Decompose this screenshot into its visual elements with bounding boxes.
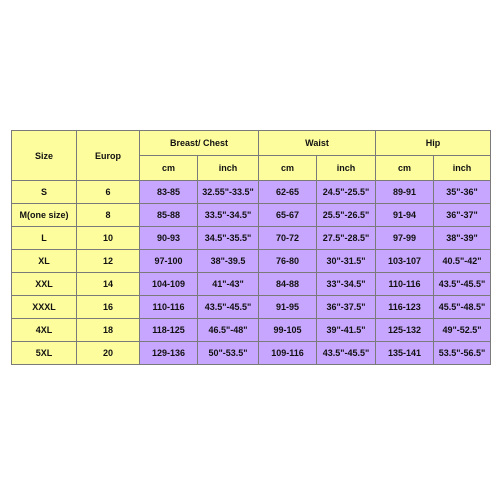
breast-cm-cell: 83-85 bbox=[140, 181, 198, 204]
waist-cm-cell: 84-88 bbox=[259, 273, 317, 296]
hip-inch-cell: 49"-52.5" bbox=[434, 319, 491, 342]
table-row bbox=[12, 319, 491, 342]
table-row bbox=[12, 181, 491, 204]
breast-cm-cell: 104-109 bbox=[140, 273, 198, 296]
hip-inch-cell: 45.5"-48.5" bbox=[434, 296, 491, 319]
header-breast-cm: cm bbox=[140, 156, 198, 181]
table-row bbox=[12, 204, 491, 227]
breast-inch-cell: 32.55"-33.5" bbox=[198, 181, 259, 204]
europ-cell: 10 bbox=[77, 227, 140, 250]
size-chart-table bbox=[11, 130, 491, 365]
header-hip-cm: cm bbox=[376, 156, 434, 181]
hip-cm-cell: 135-141 bbox=[376, 342, 434, 365]
europ-cell: 20 bbox=[77, 342, 140, 365]
europ-cell: 18 bbox=[77, 319, 140, 342]
size-cell: 5XL bbox=[12, 342, 77, 365]
waist-inch-cell: 24.5"-25.5" bbox=[317, 181, 376, 204]
breast-inch-cell: 46.5"-48" bbox=[198, 319, 259, 342]
breast-cm-cell: 129-136 bbox=[140, 342, 198, 365]
breast-cm-cell: 118-125 bbox=[140, 319, 198, 342]
breast-inch-cell: 43.5"-45.5" bbox=[198, 296, 259, 319]
header-breast-inch: inch bbox=[198, 156, 259, 181]
header-hip: Hip bbox=[376, 131, 491, 156]
size-cell: S bbox=[12, 181, 77, 204]
header-row-main bbox=[12, 131, 491, 156]
header-hip-inch: inch bbox=[434, 156, 491, 181]
breast-inch-cell: 38"-39.5 bbox=[198, 250, 259, 273]
hip-inch-cell: 36"-37" bbox=[434, 204, 491, 227]
hip-inch-cell: 38"-39" bbox=[434, 227, 491, 250]
europ-cell: 12 bbox=[77, 250, 140, 273]
size-cell: M(one size) bbox=[12, 204, 77, 227]
header-breast-chest: Breast/ Chest bbox=[140, 131, 259, 156]
waist-inch-cell: 27.5"-28.5" bbox=[317, 227, 376, 250]
breast-inch-cell: 41"-43" bbox=[198, 273, 259, 296]
waist-inch-cell: 30"-31.5" bbox=[317, 250, 376, 273]
waist-inch-cell: 43.5"-45.5" bbox=[317, 342, 376, 365]
breast-cm-cell: 85-88 bbox=[140, 204, 198, 227]
breast-inch-cell: 50"-53.5" bbox=[198, 342, 259, 365]
hip-inch-cell: 43.5"-45.5" bbox=[434, 273, 491, 296]
header-size: Size bbox=[12, 131, 77, 181]
waist-inch-cell: 25.5"-26.5" bbox=[317, 204, 376, 227]
waist-cm-cell: 91-95 bbox=[259, 296, 317, 319]
breast-inch-cell: 33.5"-34.5" bbox=[198, 204, 259, 227]
hip-inch-cell: 40.5"-42" bbox=[434, 250, 491, 273]
breast-cm-cell: 110-116 bbox=[140, 296, 198, 319]
size-cell: XXL bbox=[12, 273, 77, 296]
waist-inch-cell: 36"-37.5" bbox=[317, 296, 376, 319]
breast-cm-cell: 97-100 bbox=[140, 250, 198, 273]
waist-cm-cell: 109-116 bbox=[259, 342, 317, 365]
header-waist-cm: cm bbox=[259, 156, 317, 181]
header-waist: Waist bbox=[259, 131, 376, 156]
header-waist-inch: inch bbox=[317, 156, 376, 181]
size-cell: XXXL bbox=[12, 296, 77, 319]
table-row bbox=[12, 273, 491, 296]
size-cell: L bbox=[12, 227, 77, 250]
hip-inch-cell: 53.5"-56.5" bbox=[434, 342, 491, 365]
europ-cell: 14 bbox=[77, 273, 140, 296]
header-europ: Europ bbox=[77, 131, 140, 181]
table-row bbox=[12, 227, 491, 250]
europ-cell: 8 bbox=[77, 204, 140, 227]
hip-cm-cell: 91-94 bbox=[376, 204, 434, 227]
hip-cm-cell: 97-99 bbox=[376, 227, 434, 250]
waist-cm-cell: 65-67 bbox=[259, 204, 317, 227]
waist-cm-cell: 62-65 bbox=[259, 181, 317, 204]
europ-cell: 6 bbox=[77, 181, 140, 204]
size-cell: 4XL bbox=[12, 319, 77, 342]
hip-inch-cell: 35"-36" bbox=[434, 181, 491, 204]
waist-cm-cell: 76-80 bbox=[259, 250, 317, 273]
table-row bbox=[12, 250, 491, 273]
waist-inch-cell: 33"-34.5" bbox=[317, 273, 376, 296]
hip-cm-cell: 103-107 bbox=[376, 250, 434, 273]
waist-cm-cell: 99-105 bbox=[259, 319, 317, 342]
europ-cell: 16 bbox=[77, 296, 140, 319]
hip-cm-cell: 116-123 bbox=[376, 296, 434, 319]
table-row bbox=[12, 296, 491, 319]
waist-inch-cell: 39"-41.5" bbox=[317, 319, 376, 342]
waist-cm-cell: 70-72 bbox=[259, 227, 317, 250]
table-row bbox=[12, 342, 491, 365]
hip-cm-cell: 89-91 bbox=[376, 181, 434, 204]
hip-cm-cell: 110-116 bbox=[376, 273, 434, 296]
breast-inch-cell: 34.5"-35.5" bbox=[198, 227, 259, 250]
size-cell: XL bbox=[12, 250, 77, 273]
breast-cm-cell: 90-93 bbox=[140, 227, 198, 250]
hip-cm-cell: 125-132 bbox=[376, 319, 434, 342]
